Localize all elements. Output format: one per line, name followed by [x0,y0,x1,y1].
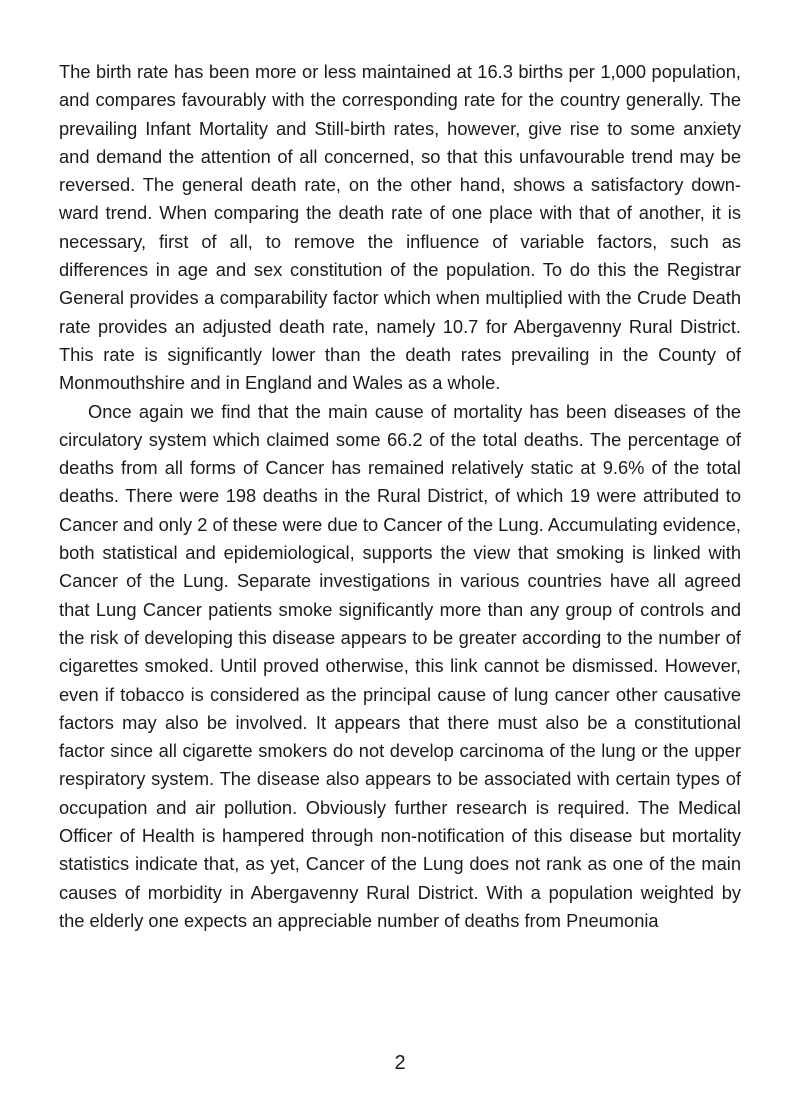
page-number: 2 [394,1052,406,1074]
body-paragraph-birth-death-rates: The birth rate has been more or less maintained at 16.3 births per 1,000 population, and compares favourably with the corresponding rate for the country generally. The prevailing Infant Mortality and Still-birth rates, however, give rise to some anxiety and demand the attention of all concerned, so that this unfavourable trend may be reversed. The general death rate, on the other hand, shows a satisfactory down-ward trend. When comparing the death rate of one place with that of another, it is necessary, first of all, to remove the influence of variable factors, such as differences in age and sex constitution of the population. To do this the Registrar General provides a comparability factor which when multiplied with the Crude Death rate provides an adjusted death rate, namely 10.7 for Abergavenny Rural District. This rate is significantly lower than the death rates prevailing in the County of Monmouthshire and in England and Wales as a whole. [59,61,741,394]
body-paragraph-mortality-causes: Once again we find that the main cause of mortality has been diseases of the circulatory system which claimed some 66.2 of the total deaths. The percentage of deaths from all forms of Cancer has remained relatively static at 9.6% of the total deaths. There were 198 deaths in the Rural District, of which 19 were attributed to Cancer and only 2 of these were due to Cancer of the Lung. Accumulating evidence, both statistical and epidemiological, supports the view that smoking is linked with Cancer of the Lung. Separate investigations in various countries have all agreed that Lung Cancer patients smoke significantly more than any group of controls and the risk of developing this disease appears to be greater according to the number of cigarettes smoked. Until proved otherwise, this link cannot be dismissed. However, even if tobacco is considered as the principal cause of lung cancer other causative factors may also be involved. It appears that there must also be a constitutional factor since all cigarette smokers do not develop carcinoma of the lung or the upper respiratory system. The disease also appears to be associated with certain types of occupation and air pollution. Obviously further research is required. The Medical Officer of Health is hampered through non-notification of this disease but mortality statistics indicate that, as yet, Cancer of the Lung does not rank as one of the main causes of morbidity in Abergavenny Rural District. With a population weighted by the elderly one expects an appreciable number of deaths from Pneumonia [59,400,741,931]
document-page [59,58,741,935]
